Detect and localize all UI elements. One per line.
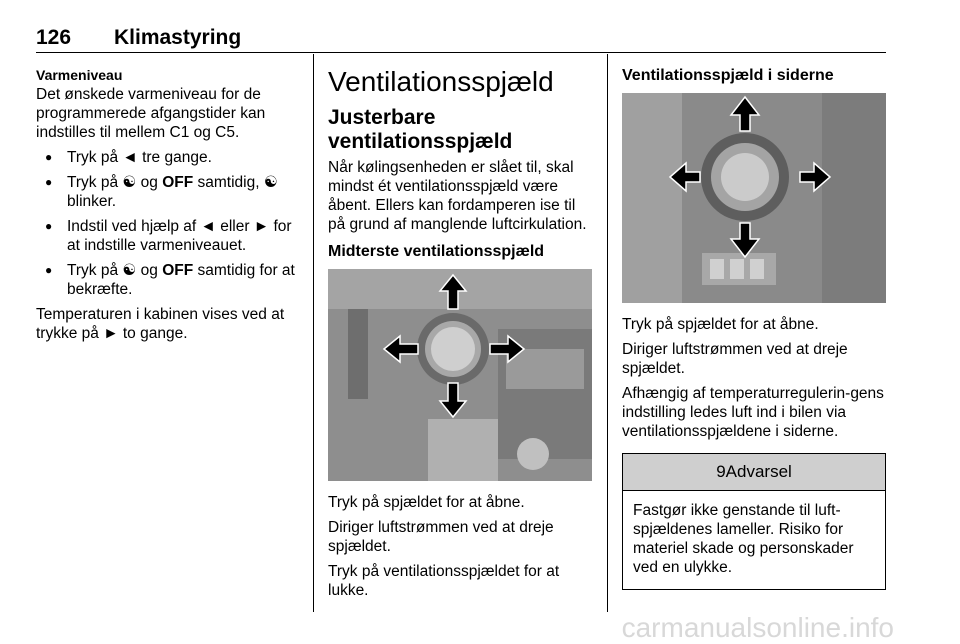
- paragraph: Temperaturen i kabinen vises ved at trykke på ► to gange.: [36, 306, 285, 342]
- center-vent-illustration: [328, 269, 592, 481]
- column-divider: [607, 54, 608, 612]
- column-divider: [313, 54, 314, 612]
- paragraph: Når kølingsenheden er slået til, skal mindst ét ventilationsspjæld være åbent. Ellers kan fordamperen ise til på grund af manglende luftcirkulation.: [328, 159, 587, 233]
- list-item: ● Indstil ved hjælp af ◄ eller ► for at indstille varmeniveauet.: [36, 217, 302, 255]
- page-number: 126: [36, 26, 72, 49]
- left-arrow-icon: ◄: [122, 149, 138, 166]
- list-item: ● Tryk på ◄ tre gange.: [36, 148, 302, 167]
- warning-icon: 9: [716, 462, 726, 481]
- paragraph: Tryk på ventilationsspjældet for at lukke.: [328, 563, 560, 599]
- subsection-heading: Midterste ventilationsspjæld: [328, 243, 545, 260]
- chapter-title: Klimastyring: [114, 26, 242, 49]
- column-left: [36, 66, 302, 349]
- heater-icon: ☯: [122, 262, 137, 279]
- paragraph: Tryk på spjældet for at åbne.: [328, 494, 525, 511]
- warning-box: [622, 453, 886, 590]
- side-vent-image: [622, 93, 886, 303]
- right-arrow-icon: ►: [253, 218, 270, 235]
- bullet-list: [36, 148, 302, 299]
- section-subtitle: Justerbare ventilationsspjæld: [328, 106, 513, 153]
- page-header: [36, 26, 886, 53]
- subheading: Varmeniveau: [36, 67, 123, 83]
- paragraph: Diriger luftstrømmen ved at dreje spjældet.: [328, 519, 554, 555]
- paragraph: Det ønskede varmeniveau for de programmerede afgangstider kan indstilles til mellem C1 og C5.: [36, 86, 266, 141]
- section-title: Ventilationsspjæld: [328, 66, 554, 97]
- list-item: ● Tryk på ☯ og OFF samtidig, ☯ blinker.: [36, 173, 302, 211]
- center-vent-image: [328, 269, 592, 481]
- right-arrow-icon: ►: [103, 325, 119, 342]
- paragraph: Diriger luftstrømmen ved at dreje spjældet.: [622, 341, 848, 377]
- column-right: [622, 66, 888, 590]
- warning-title: Advarsel: [725, 462, 792, 481]
- warning-text: Fastgør ikke genstande til luft-spjældenes lameller. Risiko for materiel skade og personskader ved en ulykke.: [633, 502, 854, 576]
- column-middle: [328, 66, 594, 606]
- warning-header: [623, 454, 885, 491]
- side-vent-illustration: [622, 93, 886, 303]
- watermark: carmanualsonline.info: [621, 612, 894, 643]
- heater-icon: ☯: [122, 174, 137, 191]
- list-item: ● Tryk på ☯ og OFF samtidig for at bekræfte.: [36, 261, 302, 299]
- heater-icon: ☯: [263, 174, 278, 191]
- paragraph: Afhængig af temperaturregulerin-gens indstilling ledes luft ind i bilen via ventilationsspjældene i siderne.: [622, 385, 884, 440]
- paragraph: Tryk på spjældet for at åbne.: [622, 316, 819, 333]
- left-arrow-icon: ◄: [200, 218, 216, 235]
- subsection-heading: Ventilationsspjæld i siderne: [622, 67, 834, 84]
